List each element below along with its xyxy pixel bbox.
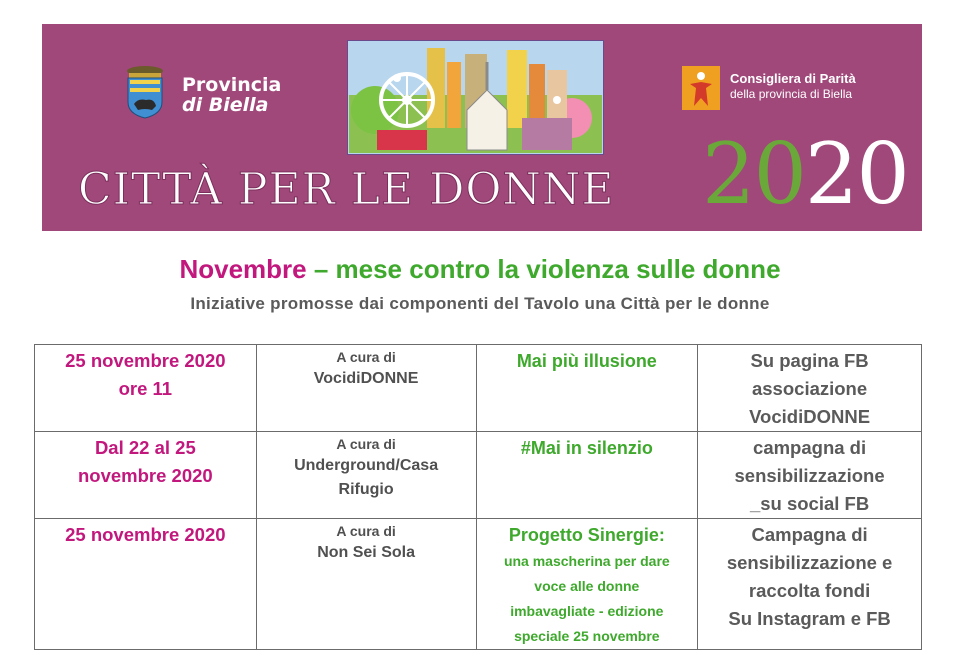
organizer-name: VocidiDONNE bbox=[313, 370, 419, 387]
organizer-label: A cura di bbox=[336, 349, 396, 365]
event-channel-line: sensibilizzazione e bbox=[726, 552, 893, 573]
event-title-cell bbox=[476, 345, 698, 432]
event-date-cell bbox=[35, 432, 257, 519]
organizer-name: Non Sei Sola bbox=[317, 544, 415, 561]
page-subheading: Iniziative promosse dai componenti del Tavolo una Città per le donne bbox=[190, 294, 770, 313]
event-date-line: Dal 22 al 25 bbox=[94, 437, 196, 458]
event-title-detail: una mascherina per dare bbox=[503, 553, 670, 569]
provincia-logo-text bbox=[182, 76, 281, 116]
event-channel-line: associazione bbox=[751, 378, 868, 399]
event-date-line: ore 11 bbox=[118, 378, 173, 399]
event-channel-line: Su pagina FB bbox=[750, 350, 869, 371]
event-title-cell bbox=[476, 432, 698, 519]
event-title: #Mai in silenzio bbox=[520, 438, 653, 458]
organizer-label: A cura di bbox=[336, 523, 396, 539]
event-channel-line: VocidiDONNE bbox=[749, 406, 871, 427]
provincia-logo-line2: di Biella bbox=[182, 93, 269, 116]
event-channel-line: Campagna di bbox=[751, 524, 868, 545]
consigliera-logo-line2: della provincia di Biella bbox=[730, 86, 853, 101]
event-title-cell bbox=[476, 519, 698, 650]
event-channel-line: Su Instagram e FB bbox=[728, 608, 891, 629]
event-channel-line: sensibilizzazione bbox=[734, 465, 885, 486]
events-table bbox=[34, 344, 922, 650]
event-title-detail: voce alle donne bbox=[534, 578, 640, 594]
event-title-detail: speciale 25 novembre bbox=[514, 628, 660, 644]
banner-year bbox=[702, 125, 908, 223]
event-channel-line: raccolta fondi bbox=[748, 580, 871, 601]
organizer-label: A cura di bbox=[336, 436, 396, 452]
event-title: Progetto Sinergie: bbox=[508, 525, 665, 545]
consigliera-logo-line1: Consigliera di Parità bbox=[730, 71, 856, 86]
event-channel-cell bbox=[698, 432, 922, 519]
heading-theme: – mese contro la violenza sulle donne bbox=[306, 254, 781, 284]
provincia-logo-line1: Provincia bbox=[182, 74, 282, 96]
header-banner bbox=[42, 24, 922, 231]
city-illustration bbox=[347, 40, 604, 155]
banner-year-white: 20 bbox=[804, 125, 908, 223]
event-date-cell bbox=[35, 519, 257, 650]
organizer-name: Underground/Casa bbox=[294, 457, 439, 474]
heading-month: Novembre bbox=[179, 254, 307, 284]
provincia-crest-logo bbox=[120, 64, 170, 119]
event-title: Mai più illusione bbox=[516, 351, 657, 371]
consigliera-logo-mark bbox=[682, 66, 720, 110]
consigliera-logo-text bbox=[730, 71, 856, 101]
event-date-line: novembre 2020 bbox=[77, 465, 213, 486]
event-title-detail: imbavagliate - edizione bbox=[510, 603, 664, 619]
event-channel-line: _su social FB bbox=[749, 493, 870, 514]
organizer-name: Rifugio bbox=[338, 481, 394, 498]
event-date-cell bbox=[35, 345, 257, 432]
banner-year-green: 20 bbox=[702, 125, 805, 223]
event-organizer-cell bbox=[256, 432, 476, 519]
events-table-body bbox=[35, 345, 922, 650]
event-channel-cell bbox=[698, 345, 922, 432]
event-date-line: 25 novembre 2020 bbox=[65, 524, 226, 545]
event-date-line: 25 novembre 2020 bbox=[65, 350, 226, 371]
event-organizer-cell bbox=[256, 519, 476, 650]
page-heading bbox=[0, 254, 960, 285]
event-channel-line: campagna di bbox=[753, 437, 867, 458]
event-channel-cell bbox=[698, 519, 922, 650]
table-row bbox=[35, 432, 922, 519]
event-organizer-cell bbox=[256, 345, 476, 432]
banner-title: CITTÀ PER LE DONNE bbox=[78, 164, 615, 215]
table-row bbox=[35, 519, 922, 650]
table-row bbox=[35, 345, 922, 432]
